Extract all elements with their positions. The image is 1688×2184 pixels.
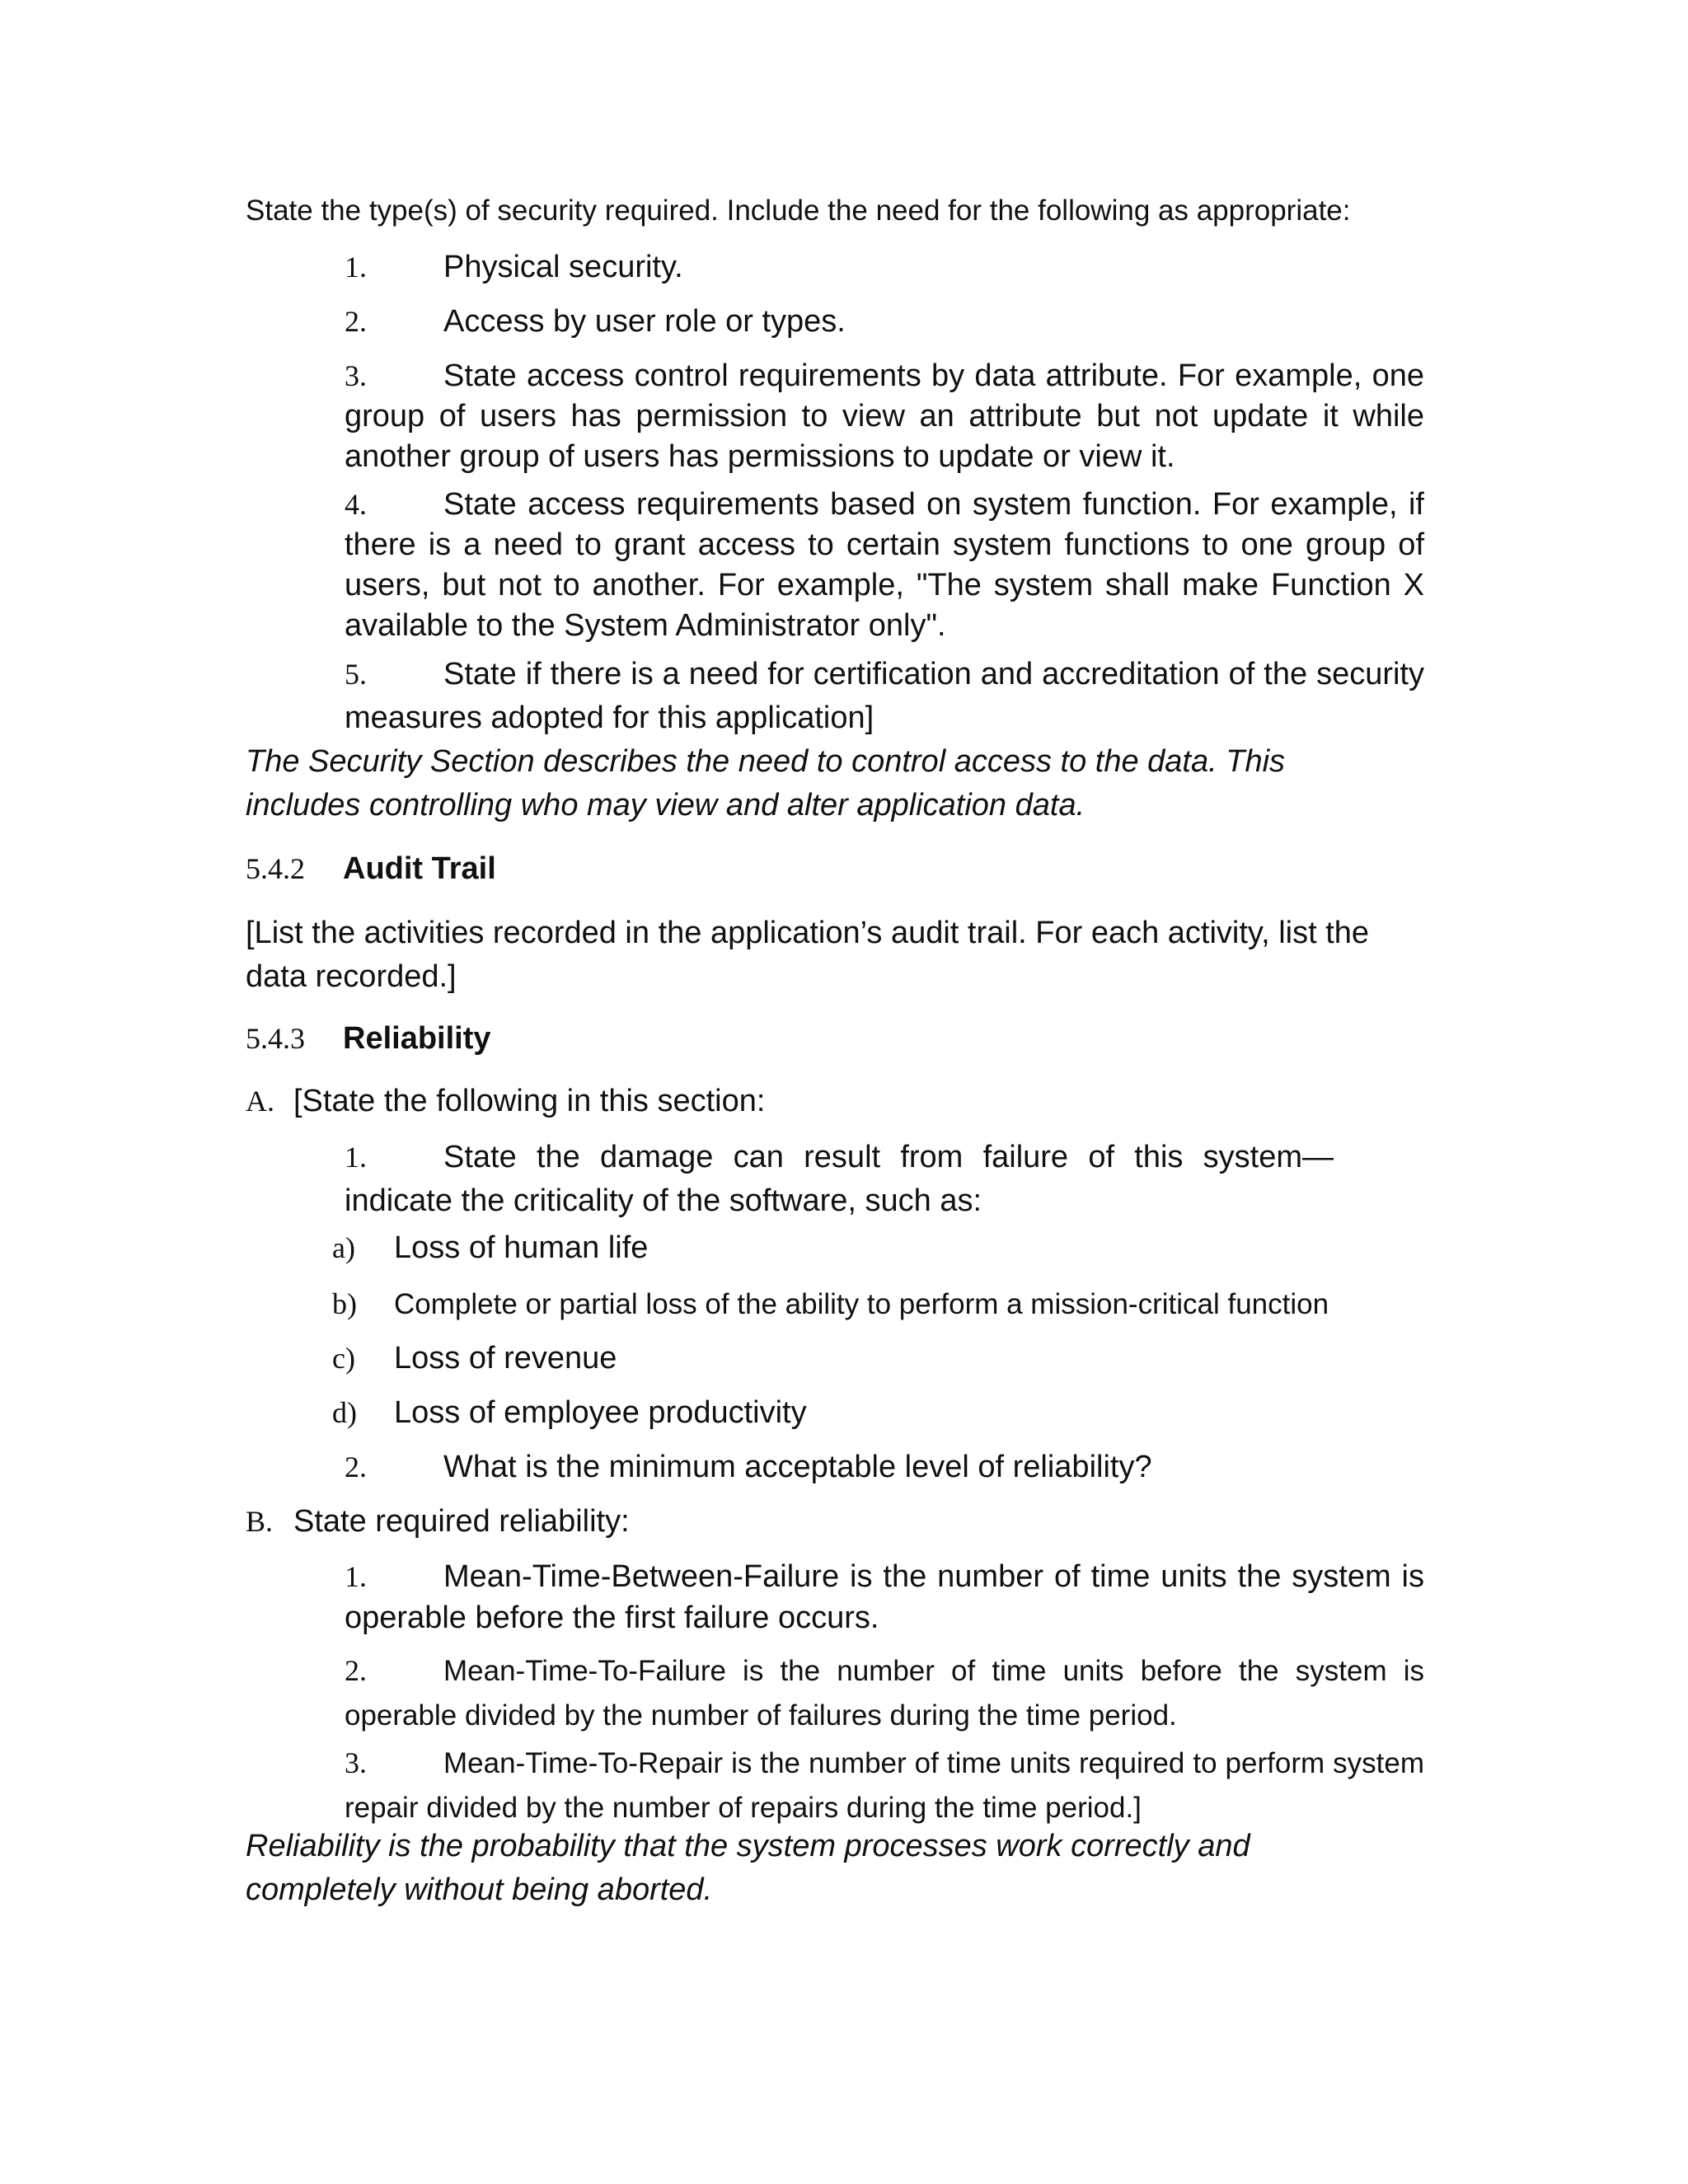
- section-heading-audit-trail: [246, 849, 1400, 889]
- sub-label: d): [332, 1396, 357, 1429]
- security-item-3: [345, 356, 1424, 477]
- item-number: 1.: [345, 1141, 367, 1174]
- item-text: Mean-Time-Between-Failure is the number of time units the system is operable before the first failure occurs.: [345, 1559, 1424, 1635]
- reliability-part-b: [246, 1502, 1400, 1542]
- item-number: 1.: [345, 1560, 367, 1593]
- item-number: 2.: [345, 1451, 367, 1483]
- item-number: 3.: [345, 359, 367, 392]
- section-number: 5.4.2: [246, 852, 305, 885]
- security-item-5: [345, 653, 1424, 740]
- sub-label: c): [332, 1342, 355, 1375]
- audit-body: [List the activities recorded in the application’s audit trail. For each activity, list the data recorded.]: [246, 916, 1370, 994]
- item-number: 5.: [345, 658, 367, 691]
- item-text: Mean-Time-To-Repair is the number of time units required to perform system repair divided by the number of repairs during the time period.]: [345, 1747, 1424, 1824]
- part-text: State required reliability:: [293, 1504, 630, 1539]
- item-number: 2.: [345, 305, 367, 338]
- sub-label: a): [332, 1231, 355, 1264]
- reliability-a-item-2: [345, 1447, 1424, 1488]
- sub-text: Complete or partial loss of the ability to perform a mission-critical function: [394, 1288, 1329, 1320]
- reliability-b-item-1: [345, 1556, 1424, 1638]
- reliability-sub-item-b: [332, 1284, 1486, 1324]
- item-text: Mean-Time-To-Failure is the number of time units before the system is operable divided by the number of failures during the time period.: [345, 1655, 1424, 1732]
- sub-text: Loss of employee productivity: [394, 1395, 807, 1430]
- reliability-b-item-3: [345, 1741, 1424, 1830]
- reliability-sub-item-a: [332, 1228, 1486, 1268]
- item-text: State access requirements based on system function. For example, if there is a need to grant access to certain system functions to one group of users, but not to another. For example, "The system shall make Function X available to the System Administrator only".: [345, 487, 1424, 643]
- sub-label: b): [332, 1287, 357, 1320]
- section-heading-reliability: [246, 1019, 1400, 1059]
- item-number: 4.: [345, 488, 367, 521]
- reliability-note: Reliability is the probability that the system processes work correctly and completely without being aborted.: [246, 1829, 1250, 1907]
- item-number: 2.: [345, 1654, 367, 1687]
- item-number: 3.: [345, 1746, 367, 1779]
- reliability-sub-item-c: [332, 1338, 1486, 1379]
- sub-text: Loss of human life: [394, 1230, 649, 1265]
- item-text: What is the minimum acceptable level of reliability?: [443, 1450, 1152, 1484]
- item-text: Access by user role or types.: [443, 304, 846, 339]
- security-note: The Security Section describes the need to control access to the data. This includes controlling who may view and alter application data.: [246, 744, 1286, 823]
- reliability-part-a: [246, 1081, 1400, 1122]
- section-title: Reliability: [343, 1021, 491, 1056]
- item-text: State access control requirements by data attribute. For example, one group of users has permission to view an attribute but not update it while another group of users has permissions to update or view it.: [345, 359, 1424, 474]
- part-label: B.: [246, 1505, 274, 1538]
- sub-text: Loss of revenue: [394, 1341, 617, 1376]
- item-text: State if there is a need for certification and accreditation of the security measures adopted for this application]: [345, 657, 1424, 735]
- part-text: [State the following in this section:: [293, 1084, 766, 1118]
- item-number: 1.: [345, 251, 367, 284]
- part-label: A.: [246, 1085, 274, 1118]
- security-item-1: [345, 247, 1424, 288]
- section-title: Audit Trail: [343, 851, 496, 886]
- reliability-b-item-2: [345, 1648, 1424, 1738]
- item-text: State the damage can result from failure of this system—indicate the criticality of the software, such as:: [345, 1140, 1334, 1218]
- reliability-a-item-1: [345, 1136, 1334, 1223]
- item-text: Physical security.: [443, 250, 683, 284]
- security-item-2: [345, 302, 1424, 342]
- reliability-sub-item-d: [332, 1393, 1486, 1433]
- section-number: 5.4.3: [246, 1022, 305, 1055]
- security-item-4: [345, 485, 1424, 646]
- intro-text: State the type(s) of security required. Include the need for the following as appropriate:: [246, 194, 1351, 227]
